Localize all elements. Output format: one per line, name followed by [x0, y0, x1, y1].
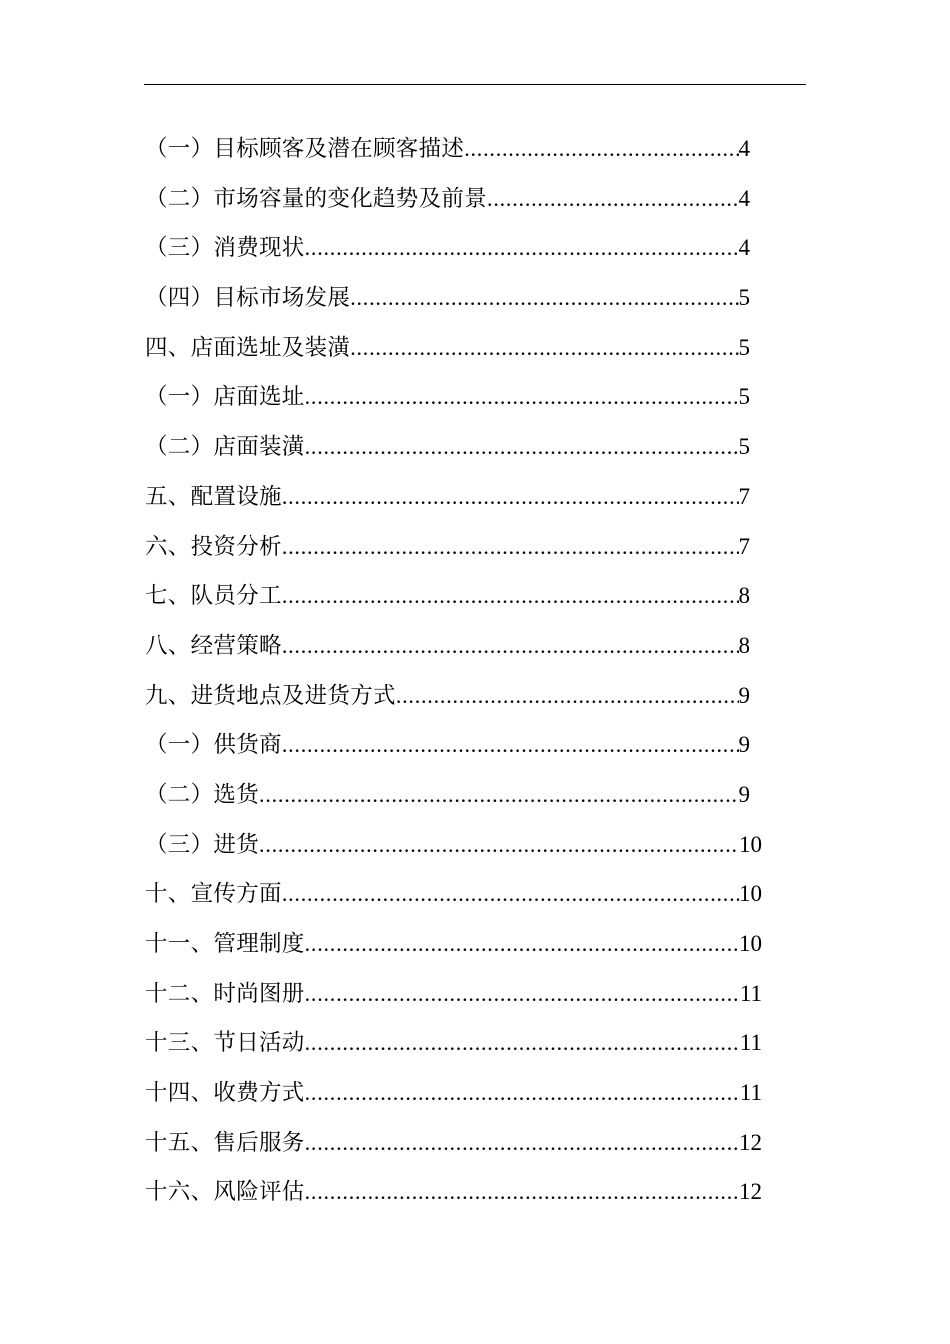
- toc-entry[interactable]: [145, 374, 750, 424]
- toc-page-number: 7: [738, 483, 750, 509]
- toc-dot-leader: [396, 681, 739, 711]
- toc-dot-leader: [464, 134, 738, 164]
- toc-entry[interactable]: [145, 573, 750, 623]
- toc-entry[interactable]: [145, 772, 750, 822]
- toc-entry[interactable]: [145, 474, 750, 524]
- toc-entry[interactable]: [145, 921, 762, 971]
- toc-entry[interactable]: [145, 524, 750, 574]
- toc-page-number: 8: [738, 583, 750, 609]
- toc-entry-title: （一）目标顾客及潜在顾客描述: [145, 136, 465, 162]
- toc-dot-leader: [305, 1028, 740, 1058]
- toc-page-number: 8: [738, 632, 750, 658]
- toc-entry[interactable]: [145, 871, 762, 921]
- toc-entry-title: （三）进货: [145, 831, 260, 858]
- toc-entry-title: 十二、时尚图册: [145, 980, 305, 1007]
- toc-entry-title: （二）店面装潢: [145, 434, 305, 461]
- toc-page-number: 11: [739, 1030, 762, 1056]
- toc-entry-title: 九、进货地点及进货方式: [145, 682, 396, 709]
- toc-entry[interactable]: [145, 1070, 762, 1120]
- toc-entry-title: 七、队员分工: [145, 583, 282, 610]
- toc-entry-title: （二）市场容量的变化趋势及前景: [145, 185, 488, 212]
- toc-entry-title: 五、配置设施: [145, 483, 282, 510]
- toc-dot-leader: [305, 233, 739, 263]
- toc-page-number: 4: [738, 136, 750, 161]
- toc-page-number: 10: [739, 931, 762, 956]
- toc-page-number: 11: [739, 980, 762, 1006]
- toc-page-number: 9: [738, 682, 750, 708]
- table-of-contents: [0, 126, 950, 1219]
- toc-entry[interactable]: [145, 971, 762, 1021]
- toc-entry-title: 十、宣传方面: [145, 881, 282, 908]
- toc-page-number: 10: [739, 831, 762, 857]
- toc-entry[interactable]: [145, 623, 750, 673]
- toc-dot-leader: [305, 1078, 740, 1108]
- toc-dot-leader: [282, 482, 739, 512]
- toc-dot-leader: [282, 532, 739, 562]
- toc-entry-title: 十五、售后服务: [145, 1129, 305, 1156]
- toc-entry-title: 四、店面选址及装潢: [145, 334, 351, 361]
- toc-page-number: 10: [739, 881, 762, 907]
- toc-page-number: 5: [738, 434, 750, 460]
- toc-dot-leader: [259, 830, 739, 860]
- toc-page-number: 9: [738, 781, 750, 807]
- toc-page-number: 12: [739, 1179, 762, 1205]
- toc-entry[interactable]: [145, 1120, 762, 1170]
- toc-dot-leader: [350, 283, 738, 313]
- toc-page-number: 5: [738, 384, 750, 410]
- toc-dot-leader: [282, 730, 739, 760]
- toc-dot-leader: [305, 929, 739, 959]
- toc-dot-leader: [350, 333, 738, 363]
- toc-entry-title: 十三、节日活动: [145, 1030, 305, 1057]
- toc-entry[interactable]: [145, 1169, 762, 1219]
- toc-entry[interactable]: [145, 722, 750, 772]
- toc-entry[interactable]: [145, 176, 750, 226]
- toc-page-number: 4: [738, 185, 750, 211]
- toc-page-number: 5: [738, 285, 750, 311]
- toc-dot-leader: [305, 1177, 739, 1207]
- toc-entry[interactable]: [145, 673, 750, 723]
- toc-page-number: 12: [739, 1129, 762, 1155]
- header-rule: [144, 84, 806, 85]
- toc-dot-leader: [305, 1128, 739, 1158]
- toc-dot-leader: [282, 581, 739, 611]
- toc-page-number: 11: [739, 1080, 762, 1106]
- toc-entry-title: （二）选货: [145, 781, 260, 808]
- toc-entry-title: 十四、收费方式: [145, 1080, 305, 1107]
- toc-entry-title: （一）店面选址: [145, 384, 305, 411]
- toc-entry-title: 十一、管理制度: [145, 931, 305, 957]
- toc-entry[interactable]: [145, 424, 750, 474]
- toc-page-number: 5: [738, 334, 750, 360]
- toc-dot-leader: [305, 432, 739, 462]
- toc-entry[interactable]: [145, 1020, 762, 1070]
- toc-dot-leader: [305, 382, 739, 412]
- toc-page-number: 4: [738, 235, 750, 261]
- toc-dot-leader: [282, 879, 739, 909]
- toc-page-number: 9: [738, 732, 750, 758]
- toc-entry-title: 八、经营策略: [145, 632, 282, 659]
- toc-dot-leader: [282, 631, 739, 661]
- toc-entry[interactable]: [145, 126, 750, 176]
- toc-dot-leader: [487, 184, 738, 214]
- toc-entry[interactable]: [145, 822, 762, 872]
- toc-page-number: 7: [738, 533, 750, 559]
- toc-dot-leader: [305, 979, 740, 1009]
- toc-entry-title: （三）消费现状: [145, 235, 305, 262]
- toc-entry[interactable]: [145, 225, 750, 275]
- toc-dot-leader: [259, 780, 738, 810]
- toc-entry-title: （一）供货商: [145, 732, 282, 759]
- toc-entry[interactable]: [145, 325, 750, 375]
- toc-entry-title: 六、投资分析: [145, 533, 282, 560]
- toc-entry-title: 十六、风险评估: [145, 1179, 305, 1206]
- toc-entry-title: （四）目标市场发展: [145, 285, 351, 312]
- toc-entry[interactable]: [145, 275, 750, 325]
